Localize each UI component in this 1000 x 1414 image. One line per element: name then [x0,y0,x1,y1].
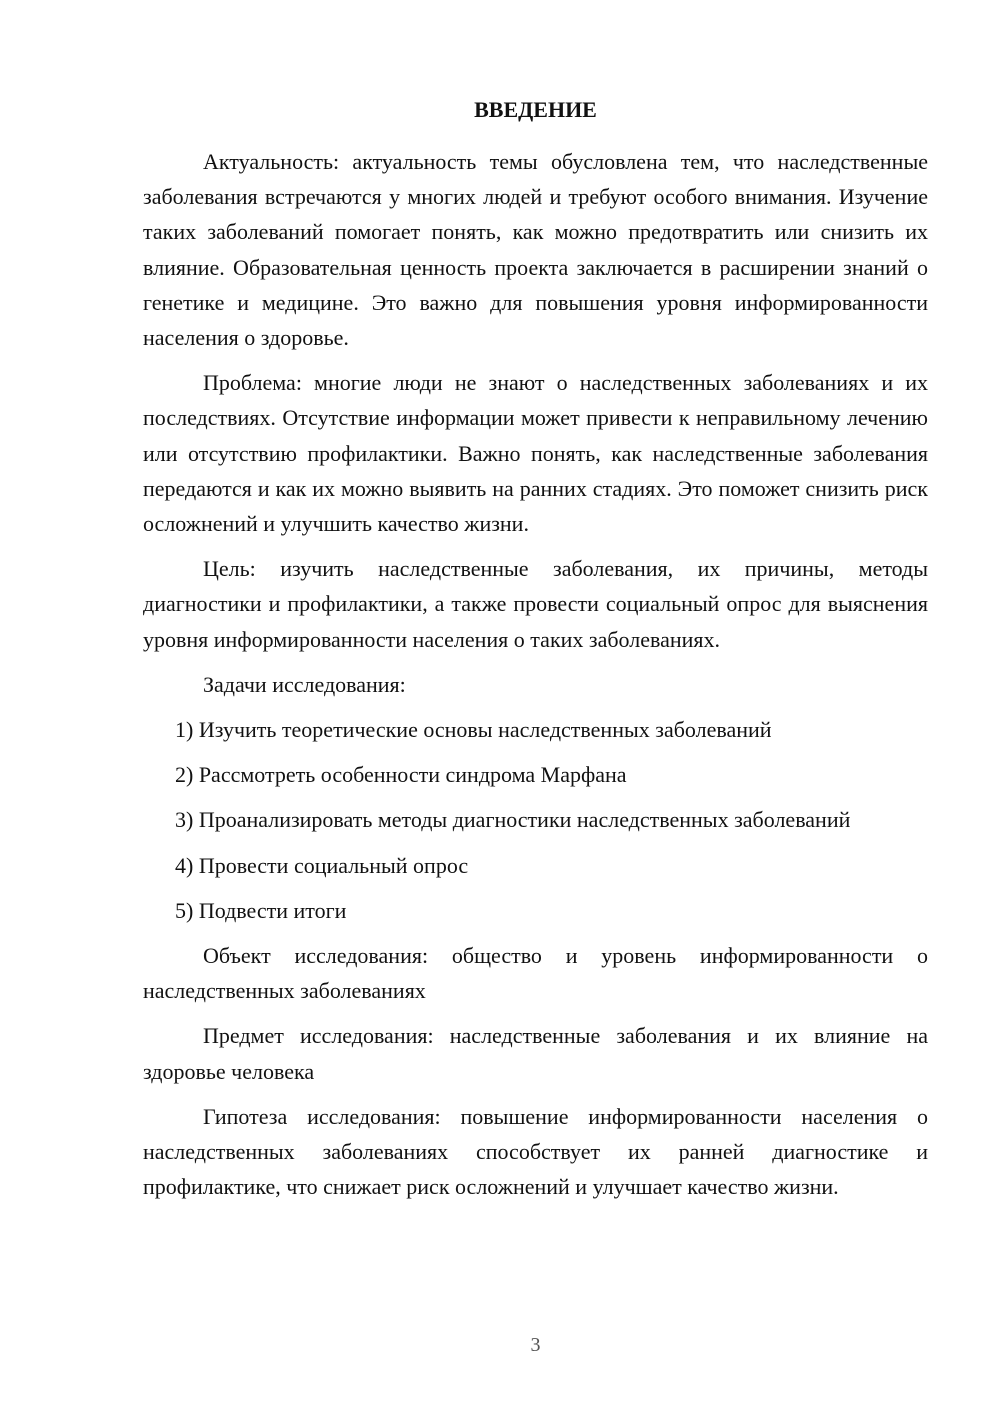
paragraph-problem: Проблема: многие люди не знают о наследственных заболеваниях и их последствиях. Отсутствие информации может привести к неправильному лечению или отсутствию профилактики. Важно понять, как наследственные заболевания передаются и как их можно выявить на ранних стадиях. Это поможет снизить риск осложнений и улучшить качество жизни. [143,370,928,537]
task-item-5: 5) Подвести итоги [175,897,347,923]
tasks-heading: Задачи исследования: [203,671,406,697]
paragraph-goal: Цель: изучить наследственные заболевания, их причины, методы диагностики и профилактики, а также провести социальный опрос для выяснения уровня информированности населения о таких заболеваниях. [143,556,928,652]
paragraph-hypothesis: Гипотеза исследования: повышение информированности населения о наследственных заболеваниях способствует их ранней диагностике и профилактике, что снижает риск осложнений и улучшает качество жизни. [143,1103,928,1200]
task-item-2: 2) Рассмотреть особенности синдрома Марфана [175,762,627,788]
page-number: 3 [530,1334,541,1356]
paragraph-relevance: Актуальность: актуальность темы обусловлена тем, что наследственные заболевания встречаются у многих людей и требуют особого внимания. Изучение таких заболеваний помогает понять, как можно предотвратить или снизить их влияние. Образовательная ценность проекта заключается в расширении знаний о генетике и медицине. Это важно для повышения уровня информированности населения о здоровье. [143,149,928,351]
paragraph-subject: Предмет исследования: наследственные заболевания и их влияние на здоровье человека [143,1023,928,1084]
task-item-1: 1) Изучить теоретические основы наследственных заболеваний [175,717,772,743]
page-title: ВВЕДЕНИЕ [474,97,597,122]
document-body [143,144,928,1204]
task-item-4: 4) Провести социальный опрос [175,852,469,878]
paragraph-object: Объект исследования: общество и уровень информированности о наследственных заболеваниях [143,943,928,1004]
task-item-3: 3) Проанализировать методы диагностики наследственных заболеваний [175,807,851,833]
